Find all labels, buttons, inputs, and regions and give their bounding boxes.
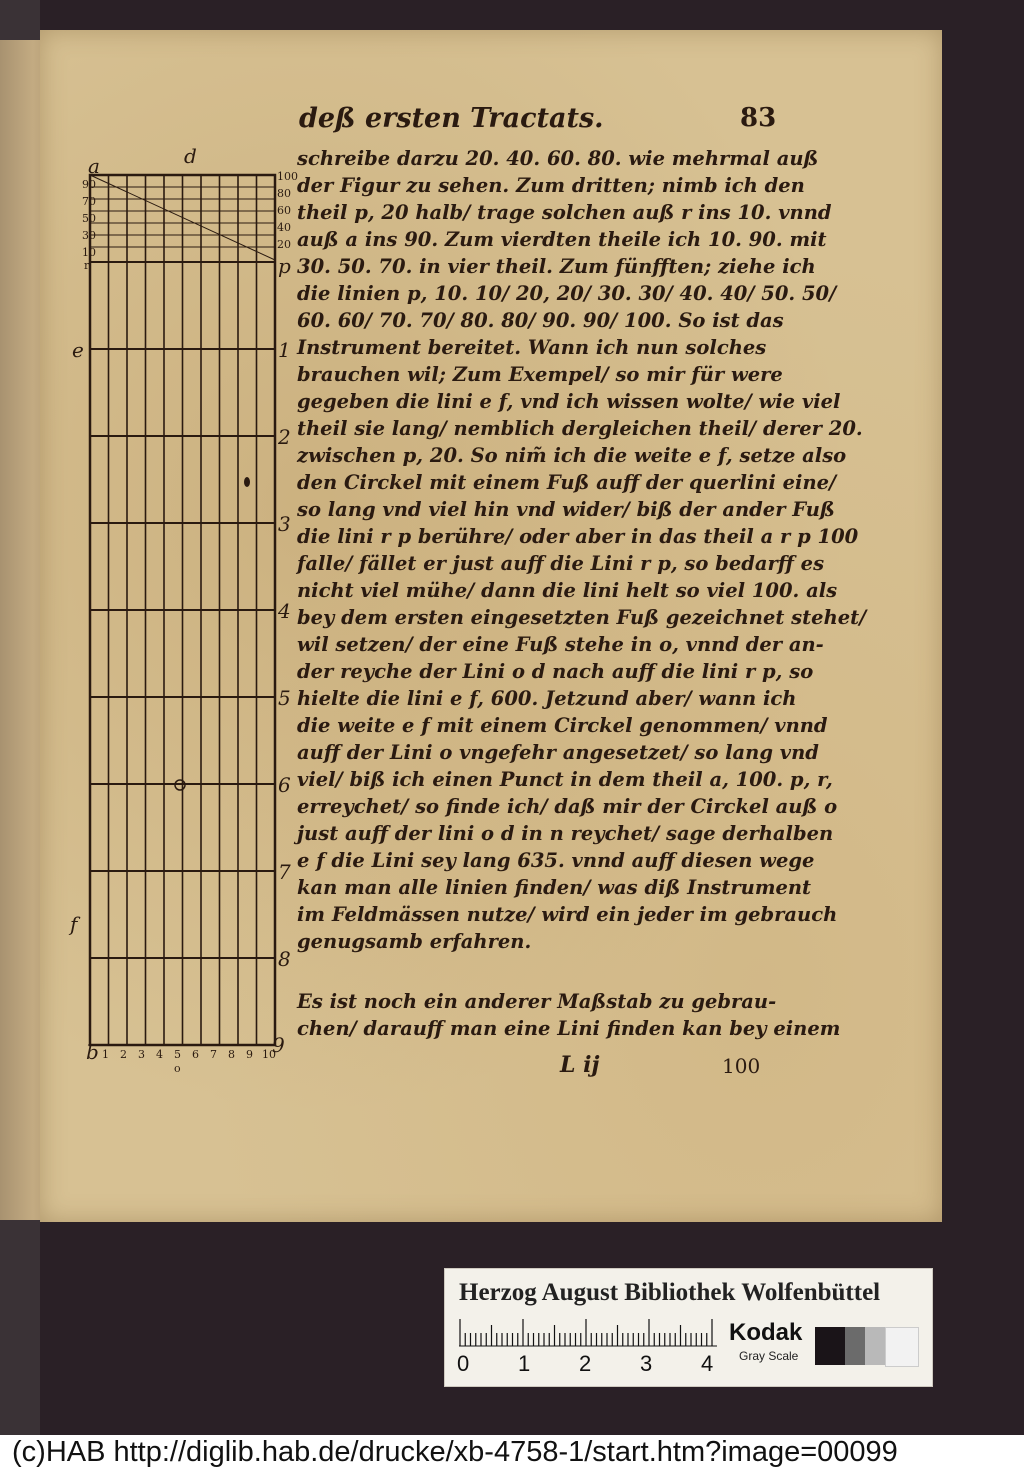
row-number: 9 [272,1033,285,1057]
row-number: 5 [278,686,291,710]
text-line: der reyche der Lini o d nach auff die lini r p, so [297,660,814,683]
left-tick-r: r [84,259,90,272]
source-url-bar [0,1435,1024,1473]
text-line: zwischen p, 20. So nim̃ ich die weite e f, setze also [297,444,847,467]
text-line: brauchen wil; Zum Exempel/ so mir für were [297,363,783,386]
text-line: 30. 50. 70. in vier theil. Zum fünfften; ziehe ich [297,255,816,278]
label-p: p [278,254,291,278]
bottom-tick: 7 [210,1048,217,1061]
row-number: 8 [278,947,291,971]
catchword: 100 [722,1054,761,1078]
row-number: 1 [278,338,291,362]
text-line: hielte die lini e f, 600. Jetzund aber/ wann ich [297,687,797,710]
ruler-numbers [457,1351,737,1377]
bottom-tick: 9 [246,1048,253,1061]
right-tick: 100 [277,170,298,183]
right-tick: 80 [277,187,291,200]
measurement-ruler [459,1317,717,1347]
right-tick: 40 [277,221,291,234]
text-line: der Figur zu sehen. Zum dritten; nimb ich den [297,174,805,197]
row-number: 4 [278,599,291,623]
text-line: nicht viel mühe/ dann die lini helt so viel 100. als [297,579,838,602]
bottom-tick: 10 [262,1048,276,1061]
text-line: die weite e f mit einem Circkel genommen/ vnnd [297,714,828,737]
right-tick: 60 [277,204,291,217]
ruler-number: 0 [457,1351,470,1376]
row-number: 3 [278,512,291,536]
scale-diagram [60,140,300,1090]
source-url: (c)HAB http://diglib.hab.de/drucke/xb-4758-1/start.htm?image=00099 [12,1436,898,1468]
row-number: 2 [278,425,291,449]
text-line: erreychet/ so finde ich/ daß mir der Circkel auß o [297,795,838,818]
label-e: e [72,338,84,362]
bottom-tick: 8 [228,1048,235,1061]
text-line: genugsamb erfahren. [297,930,532,953]
text-line: so lang vnd viel hin vnd wider/ biß der ander Fuß [297,498,835,521]
text-line: viel/ biß ich einen Punct in dem theil a, 100. p, r, [297,768,833,791]
bottom-tick: 1 [102,1048,109,1061]
gray-patch-dark [845,1327,865,1365]
text-line: Es ist noch ein anderer Maßstab zu gebrau- [297,990,777,1013]
bottom-tick: 6 [192,1048,199,1061]
text-line: chen/ darauff man eine Lini finden kan bey einem [297,1017,841,1040]
text-line: e f die Lini sey lang 635. vnnd auff diesen wege [297,849,815,872]
gray-patch-white [885,1327,919,1367]
text-line: schreibe darzu 20. 40. 60. 80. wie mehrmal auß [297,147,819,170]
left-tick: 50 [82,212,96,225]
signature-mark: L ij [560,1052,600,1078]
text-line: falle/ fället er just auff die Lini r p, so bedarff es [297,552,825,575]
right-tick: 20 [277,238,291,251]
ruler-number: 2 [579,1351,592,1376]
text-line: theil sie lang/ nemblich dergleichen theil/ derer 20. [297,417,863,440]
ink-dot [244,477,250,487]
left-tick: 10 [82,246,96,259]
label-d: d [184,144,197,168]
ruler-number: 3 [640,1351,653,1376]
gray-scale-label: Gray Scale [739,1349,799,1363]
text-line: auff der Lini o vngefehr angesetzet/ so lang vnd [297,741,819,764]
text-line: auß a ins 90. Zum vierdten theile ich 10. 90. mit [297,228,827,251]
scale-grid-figure [60,140,300,1090]
text-line: den Circkel mit einem Fuß auff der querlini eine/ [297,471,837,494]
text-line: Instrument bereitet. Wann ich nun solches [297,336,767,359]
body-paragraph-2 [297,988,841,1042]
page-number: 83 [740,103,777,133]
text-line: just auff der lini o d in n reychet/ sage derhalben [297,822,834,845]
label-o-bottom: o [174,1062,181,1075]
left-tick: 90 [82,178,96,191]
left-tick: 70 [82,195,96,208]
text-line: 60. 60/ 70. 70/ 80. 80/ 90. 90/ 100. So ist das [297,309,784,332]
running-header: deß ersten Tractats. [299,103,604,134]
left-tick: 30 [82,229,96,242]
gray-patch-mid [865,1327,885,1365]
label-f: f [70,912,78,936]
card-title: Herzog August Bibliothek Wolfenbüttel [459,1279,881,1306]
bottom-tick: 2 [120,1048,127,1061]
row-number: 6 [278,773,291,797]
label-b: b [86,1040,99,1064]
bottom-scale-labels [84,1040,284,1068]
body-paragraph-1 [297,145,867,955]
text-line: gegeben die lini e f, vnd ich wissen wolte/ wie viel [297,390,841,413]
label-a: a [88,154,100,178]
text-line: die lini r p berühre/ oder aber in das theil a r p 100 [297,525,859,548]
gray-patch-black [815,1327,845,1365]
ruler-number: 4 [701,1351,714,1376]
ruler-number: 1 [518,1351,531,1376]
row-number: 7 [278,860,291,884]
text-line: kan man alle linien finden/ was diß Instrument [297,876,812,899]
color-reference-card [444,1268,933,1387]
bottom-tick: 3 [138,1048,145,1061]
text-line: bey dem ersten eingesetzten Fuß gezeichnet stehet/ [297,606,867,629]
text-line: wil setzen/ der eine Fuß stehe in o, vnnd der an- [297,633,824,656]
kodak-logo-text: Kodak [729,1319,803,1346]
bottom-tick: 4 [156,1048,163,1061]
text-line: die linien p, 10. 10/ 20, 20/ 30. 30/ 40. 40/ 50. 50/ [297,282,837,305]
text-line: im Feldmässen nutze/ wird ein jeder im gebrauch [297,903,838,926]
bottom-tick: 5 [174,1048,181,1061]
text-line: theil p, 20 halb/ trage solchen auß r ins 10. vnnd [297,201,832,224]
